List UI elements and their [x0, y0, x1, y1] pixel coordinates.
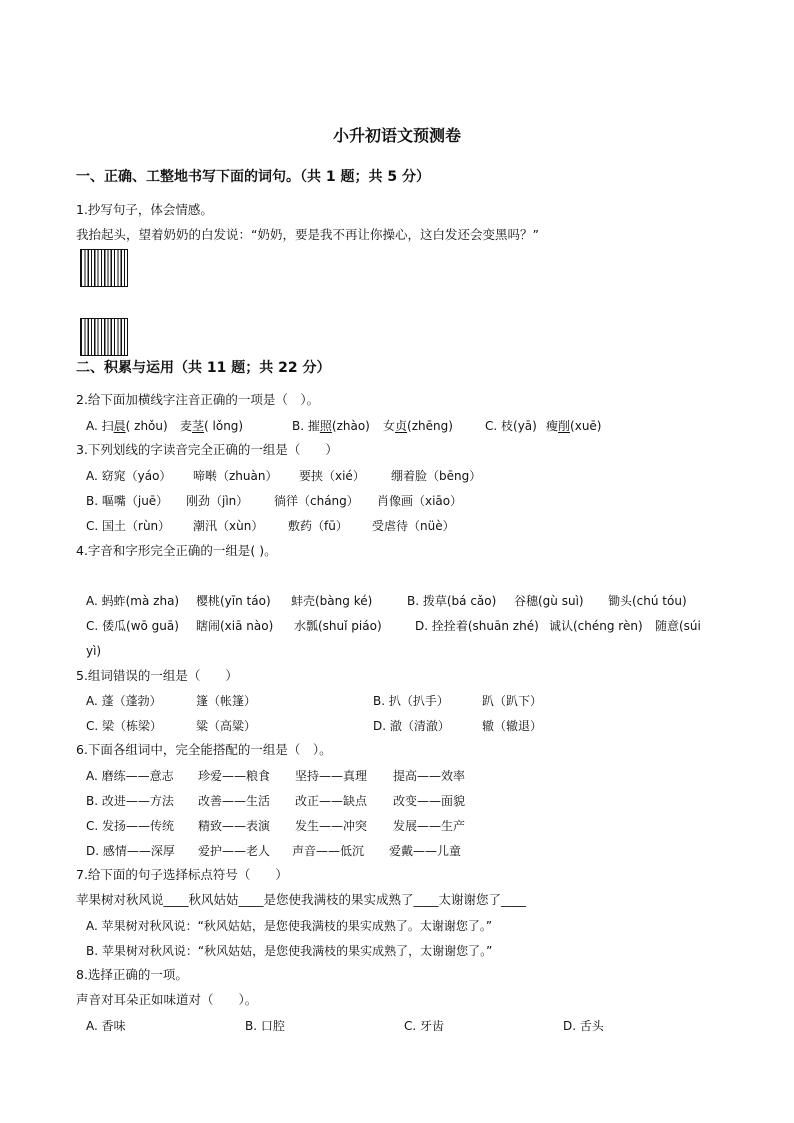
q5-option-a[interactable]: A. 蓬（蓬勃）	[86, 694, 162, 708]
q3-stem: 3.下列划线的字读音完全正确的一组是（ ）	[76, 442, 338, 457]
q6-d-word4: 爱戴——儿童	[389, 844, 462, 858]
q8-stem: 8.选择正确的一项。	[76, 967, 188, 982]
q4-c-word2: 瞎闹(xiā nào)	[196, 619, 274, 633]
q5-a-word2: 篷（帐篷）	[196, 694, 257, 708]
q6-d-word2: 爱护——老人	[198, 844, 271, 858]
q2-option-c[interactable]	[485, 420, 537, 432]
q6-option-d[interactable]: D. 感情——深厚	[86, 844, 175, 858]
q3-c-word4: 受虐待（nüè）	[372, 519, 455, 533]
q6-option-c[interactable]: C. 发扬——传统	[86, 819, 175, 833]
q2-b-pre: B. 摧	[292, 419, 320, 433]
q6-b-word2: 改善——生活	[198, 794, 271, 808]
q3-b-word2: 刚劲（jìn）	[186, 494, 249, 508]
q4-option-c[interactable]: C. 倭瓜(wō guā)	[86, 619, 179, 633]
q2-stem: 2.给下面加横线字注音正确的一项是（ ）。	[76, 392, 320, 407]
q3-a-word2: 啼啭（zhuàn）	[193, 469, 278, 483]
q2-a2-pinyin: ( lǒng)	[204, 419, 244, 433]
q2-option-b-word2	[383, 420, 453, 432]
q4-b-word3: 锄头(chú tóu)	[608, 594, 687, 608]
q2-b2-pinyin: (zhēng)	[407, 419, 453, 433]
q1-text: 我抬起头，望着奶奶的白发说：“奶奶，要是我不再让你操心，这白发还会变黑吗？”	[76, 227, 539, 242]
q5-c-word2: 粱（高粱）	[196, 719, 257, 733]
q4-c-word3: 水瓢(shuǐ piáo)	[294, 619, 382, 633]
q8-option-d[interactable]: D. 舌头	[563, 1019, 604, 1033]
q2-option-c-word2	[546, 420, 601, 432]
section-2-heading: 二、积累与运用（共 11 题；共 22 分）	[76, 360, 331, 376]
q3-b-word3: 徜徉（cháng）	[274, 494, 359, 508]
q2-a-pinyin: ( zhǒu)	[125, 419, 168, 433]
q7-stem: 7.给下面的句子选择标点符号（ ）	[76, 867, 288, 882]
q6-a-word3: 坚持——真理	[295, 769, 368, 783]
q2-b2-pre: 女	[383, 419, 396, 433]
q2-a-underlined: 晨	[113, 419, 126, 433]
q6-stem: 6.下面各组词中，完全能搭配的一组是（ ）。	[76, 742, 332, 757]
q4-option-b[interactable]: B. 拨草(bá cǎo)	[407, 594, 497, 608]
q6-a-word2: 珍爱——粮食	[198, 769, 271, 783]
q2-c2-underlined: 削	[558, 419, 571, 433]
q2-a-pre: A. 扫	[86, 419, 114, 433]
q4-option-a[interactable]: A. 蚂蚱(mà zha)	[86, 594, 180, 608]
q2-b-underlined: 照	[319, 419, 332, 433]
q6-option-b[interactable]: B. 改进——方法	[86, 794, 174, 808]
q8-text: 声音对耳朵正如味道对（ ）。	[76, 992, 258, 1007]
q3-option-a[interactable]: A. 窈窕（yáo）	[86, 469, 172, 483]
q2-option-b[interactable]	[292, 420, 370, 432]
q5-option-d[interactable]: D. 澈（清澈）	[373, 719, 450, 733]
q3-c-word3: 敷药（fū）	[288, 519, 348, 533]
q3-a-word3: 要挟（xié）	[299, 469, 365, 483]
page-title: 小升初语文预测卷	[332, 126, 461, 145]
q7-option-a[interactable]: A. 苹果树对秋风说：“秋风姑姑，是您使我满枝的果实成熟了。太谢谢您了。”	[86, 919, 493, 933]
q4-option-d[interactable]: D. 拴拴着(shuān zhé)	[415, 619, 539, 633]
q2-a2-pre: 麦	[180, 419, 193, 433]
q2-option-a[interactable]	[86, 420, 168, 432]
q4-stem: 4.字音和字形完全正确的一组是( )。	[76, 543, 277, 558]
q4-a-word3: 蚌壳(bàng ké)	[291, 594, 373, 608]
q8-option-a[interactable]: A. 香味	[86, 1019, 126, 1033]
q5-option-c[interactable]: C. 梁（栋梁）	[86, 719, 163, 733]
q2-b2-underlined: 贞	[395, 419, 408, 433]
q6-option-a[interactable]: A. 磨练——意志	[86, 769, 174, 783]
q1-stem: 1.抄写句子，体会情感。	[76, 202, 213, 217]
q4-a-word2: 樱桃(yīn táo)	[196, 594, 271, 608]
q8-option-c[interactable]: C. 牙齿	[404, 1019, 445, 1033]
q2-b-pinyin: (zhào)	[331, 419, 370, 433]
q6-c-word3: 发生——冲突	[295, 819, 368, 833]
q3-b-word4: 肖像画（xiāo）	[377, 494, 463, 508]
q8-option-b[interactable]: B. 口腔	[245, 1019, 285, 1033]
q5-option-b[interactable]: B. 扒（扒手）	[373, 694, 449, 708]
q2-c-pinyin: (yā)	[513, 419, 537, 433]
q3-c-word2: 潮汛（xùn）	[193, 519, 264, 533]
q6-c-word4: 发展——生产	[393, 819, 466, 833]
q7-option-b[interactable]: B. 苹果树对秋风说：“秋风姑姑，是您使我满枝的果实成熟了，太谢谢您了。”	[86, 944, 493, 958]
q4-d-wrap: yì)	[86, 644, 102, 658]
q3-a-word4: 绷着脸（bēng）	[391, 469, 482, 483]
q6-b-word4: 改变——面貌	[393, 794, 466, 808]
q6-a-word4: 提高——效率	[393, 769, 466, 783]
section-1-heading: 一、正确、工整地书写下面的词句。（共 1 题；共 5 分）	[76, 169, 430, 185]
q7-text: 苹果树对秋风说____秋风姑姑____是您使我满枝的果实成熟了____太谢谢您了____	[76, 892, 527, 907]
q5-b-word2: 趴（趴下）	[482, 694, 543, 708]
q2-c-pre: C. 枝	[485, 419, 514, 433]
q4-b-word2: 谷穗(gù suì)	[514, 594, 584, 608]
q3-option-b[interactable]: B. 嘔嘴（juē）	[86, 494, 169, 508]
q2-c2-pinyin: (xuē)	[570, 419, 602, 433]
q4-d-word2: 诚认(chéng rèn)	[549, 619, 643, 633]
q3-option-c[interactable]: C. 国土（rùn）	[86, 519, 171, 533]
q6-b-word3: 改正——缺点	[295, 794, 368, 808]
writing-grid-1[interactable]	[80, 249, 128, 287]
writing-grid-2[interactable]	[80, 318, 128, 356]
q4-d-word3: 随意(súi	[655, 619, 701, 633]
q6-d-word3: 声音——低沉	[292, 844, 365, 858]
q2-c2-pre: 瘦	[546, 419, 559, 433]
q6-c-word2: 精致——表演	[198, 819, 271, 833]
q2-a2-underlined: 茎	[192, 419, 205, 433]
q2-option-a-word2	[180, 420, 243, 432]
q5-d-word2: 辙（辙退）	[482, 719, 543, 733]
q5-stem: 5.组词错误的一组是（ ）	[76, 668, 238, 683]
